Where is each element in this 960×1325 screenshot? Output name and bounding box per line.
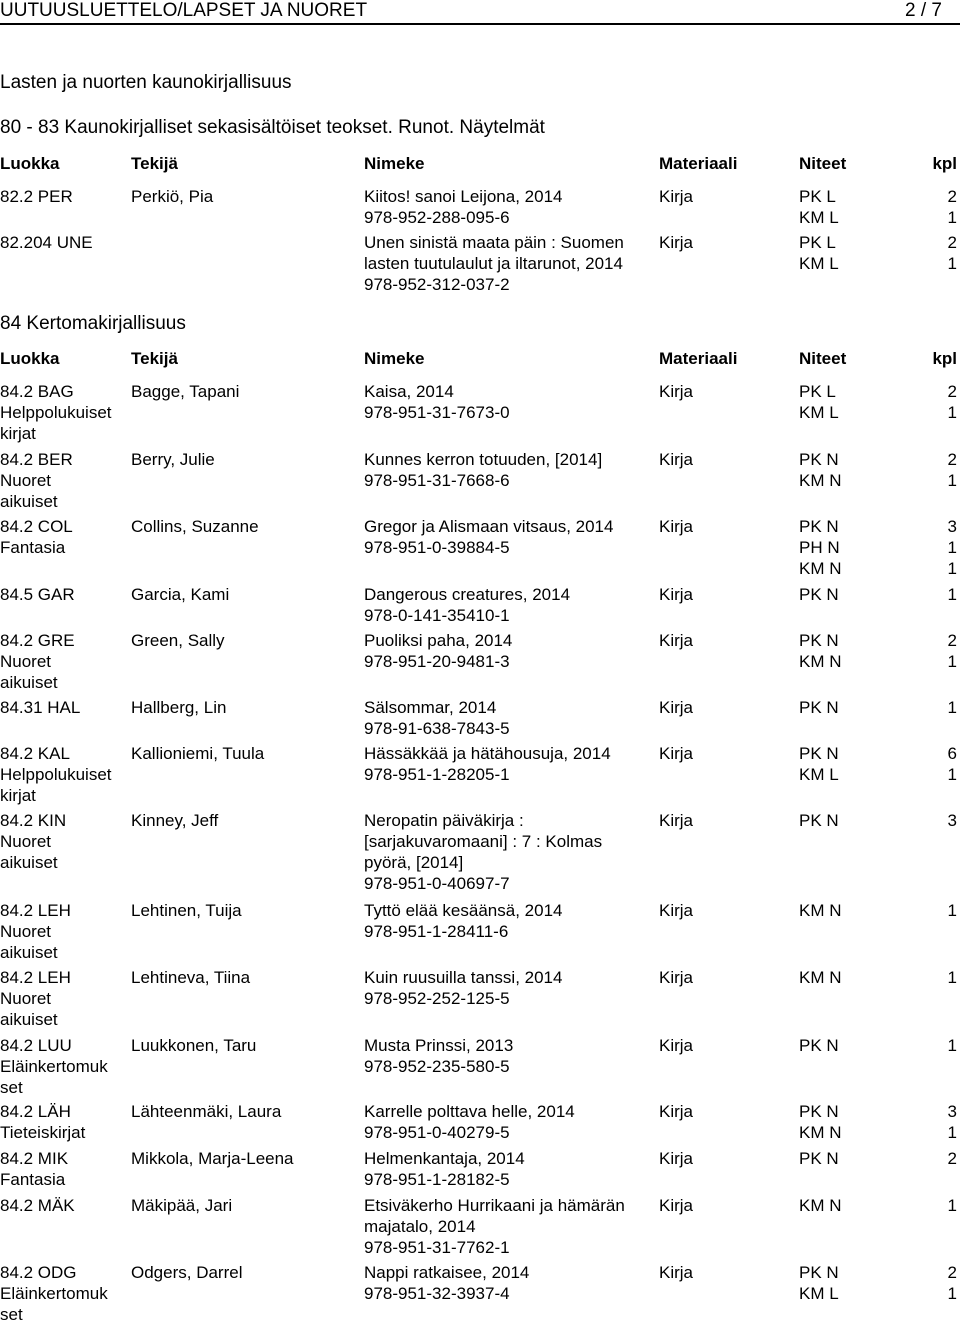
column-materiaali: Materiaali (659, 154, 738, 173)
row-luokka-line: 84.2 MÄK (0, 1196, 75, 1215)
row-tekija (131, 810, 218, 831)
row-luokka (0, 1195, 122, 1216)
row-kpl (948, 900, 957, 921)
row-nimeke-line: 978-951-31-7762-1 (364, 1238, 510, 1257)
row-niteet (799, 381, 839, 423)
row-luokka-line: set (0, 1305, 23, 1324)
row-nimeke (364, 381, 649, 423)
row-materiaali (659, 810, 693, 831)
row-niteet-line: PK N (799, 1102, 839, 1121)
row-luokka-line: 84.2 KIN (0, 811, 67, 830)
row-luokka-line: Helppolukuiset (0, 765, 112, 784)
row-niteet-line: PK N (799, 811, 839, 830)
row-nimeke-line: 978-952-288-095-6 (364, 208, 510, 227)
row-materiaali (659, 1195, 693, 1216)
column-tekija: Tekijä (131, 154, 178, 173)
row-tekija (131, 1195, 232, 1216)
row-nimeke-line: 978-951-0-40697-7 (364, 874, 510, 893)
row-kpl-line: 1 (947, 1196, 957, 1215)
row-niteet-line: PK N (799, 585, 839, 604)
row-luokka-line: Tieteiskirjat (0, 1123, 86, 1142)
row-kpl (948, 232, 957, 274)
row-kpl-line: 1 (947, 208, 957, 227)
row-kpl-line: 6 (947, 744, 957, 763)
row-kpl-line: 2 (947, 382, 957, 401)
row-kpl (948, 1195, 957, 1216)
row-luokka (0, 584, 122, 605)
row-materiaali (659, 381, 693, 402)
row-nimeke-line: 978-952-252-125-5 (364, 989, 510, 1008)
row-materiaali (659, 697, 693, 718)
row-luokka-line: Fantasia (0, 538, 66, 557)
row-luokka-line: 84.2 MIK (0, 1149, 69, 1168)
row-luokka-line: 84.2 LUU (0, 1036, 72, 1055)
row-niteet (799, 1148, 839, 1169)
column-luokka: Luokka (0, 154, 60, 173)
row-luokka (0, 697, 122, 718)
row-kpl-line: 2 (947, 450, 957, 469)
row-nimeke (364, 1035, 649, 1077)
row-nimeke-line: Etsiväkerho Hurrikaani ja hämärän (364, 1196, 625, 1215)
row-nimeke-line: Hässäkkää ja hätähousuja, 2014 (364, 744, 611, 763)
row-nimeke (364, 1101, 649, 1143)
row-tekija-line: Lähteenmäki, Laura (131, 1102, 282, 1121)
row-nimeke (364, 232, 649, 295)
row-niteet-line: PK N (799, 517, 839, 536)
row-materiaali (659, 630, 693, 651)
row-niteet (799, 584, 839, 605)
row-luokka-line: 84.2 LÄH (0, 1102, 71, 1121)
column-nimeke: Nimeke (364, 349, 425, 368)
row-kpl (948, 1262, 957, 1304)
row-nimeke-line: 978-951-0-40279-5 (364, 1123, 510, 1142)
row-nimeke-line: 978-0-141-35410-1 (364, 606, 510, 625)
row-niteet-line: PH N (799, 538, 840, 557)
row-luokka (0, 743, 122, 806)
row-materiaali-line: Kirja (659, 901, 694, 920)
row-nimeke-line: 978-91-638-7843-5 (364, 719, 510, 738)
row-nimeke-line: Helmenkantaja, 2014 (364, 1149, 525, 1168)
row-luokka (0, 1101, 122, 1143)
row-nimeke (364, 449, 649, 491)
row-niteet (799, 232, 839, 274)
row-nimeke-line: [sarjakuvaromaani] : 7 : Kolmas (364, 832, 603, 851)
row-tekija (131, 584, 229, 605)
row-luokka (0, 449, 122, 512)
row-luokka-line: Eläinkertomuk (0, 1057, 108, 1076)
row-materiaali-line: Kirja (659, 1149, 694, 1168)
row-kpl-line: 3 (947, 811, 957, 830)
document-title: UUTUUSLUETTELO/LAPSET JA NUORET (0, 0, 368, 21)
row-materiaali-line: Kirja (659, 968, 694, 987)
column-kpl: kpl (932, 349, 957, 368)
row-nimeke-line: 978-951-20-9481-3 (364, 652, 510, 671)
row-kpl (948, 697, 957, 718)
row-luokka-line: aikuiset (0, 853, 58, 872)
row-luokka-line: 82.2 PER (0, 187, 73, 206)
row-tekija-line: Hallberg, Lin (131, 698, 227, 717)
row-materiaali (659, 584, 693, 605)
row-nimeke-line: 978-951-31-7673-0 (364, 403, 510, 422)
row-materiaali (659, 232, 693, 253)
row-luokka-line: Nuoret (0, 471, 52, 490)
row-niteet-line: KM L (799, 208, 839, 227)
row-niteet (799, 967, 842, 988)
row-kpl-line: 1 (947, 698, 957, 717)
row-materiaali (659, 449, 693, 470)
row-materiaali (659, 186, 693, 207)
row-luokka-line: Eläinkertomuk (0, 1284, 108, 1303)
row-niteet-line: KM N (799, 1123, 842, 1142)
row-luokka-line: Nuoret (0, 989, 52, 1008)
row-tekija-line: Odgers, Darrel (131, 1263, 243, 1282)
row-niteet-line: PK N (799, 1036, 839, 1055)
row-niteet (799, 630, 842, 672)
row-materiaali-line: Kirja (659, 1036, 694, 1055)
row-nimeke-line: Tyttö elää kesäänsä, 2014 (364, 901, 563, 920)
row-nimeke-line: 978-951-1-28411-6 (364, 922, 509, 941)
row-nimeke-line: Kaisa, 2014 (364, 382, 454, 401)
row-niteet-line: PK N (799, 631, 839, 650)
row-kpl (948, 967, 957, 988)
row-nimeke (364, 743, 649, 785)
row-niteet (799, 1035, 839, 1056)
row-nimeke-line: pyörä, [2014] (364, 853, 464, 872)
section-title: Lasten ja nuorten kaunokirjallisuus (0, 72, 292, 93)
row-kpl-line: 1 (947, 1036, 957, 1055)
row-kpl (948, 449, 957, 491)
row-tekija-line: Green, Sally (131, 631, 225, 650)
row-materiaali (659, 743, 693, 764)
row-niteet (799, 743, 839, 785)
row-nimeke-line: Kuin ruusuilla tanssi, 2014 (364, 968, 563, 987)
row-niteet (799, 900, 842, 921)
row-luokka-line: Nuoret (0, 832, 52, 851)
row-kpl-line: 1 (947, 559, 957, 578)
row-nimeke-line: Unen sinistä maata päin : Suomen (364, 233, 624, 252)
row-niteet-line: KM L (799, 403, 839, 422)
row-niteet-line: PK N (799, 450, 839, 469)
row-niteet (799, 697, 839, 718)
row-nimeke (364, 967, 649, 1009)
row-materiaali-line: Kirja (659, 698, 694, 717)
row-materiaali-line: Kirja (659, 1196, 694, 1215)
row-nimeke (364, 1262, 649, 1304)
row-nimeke (364, 697, 649, 739)
row-kpl (948, 1035, 957, 1056)
row-luokka-line: 84.2 COL (0, 517, 73, 536)
row-niteet-line: KM L (799, 254, 839, 273)
row-luokka-line: Nuoret (0, 652, 52, 671)
row-niteet (799, 1101, 842, 1143)
row-luokka-line: 84.2 LEH (0, 901, 71, 920)
row-nimeke (364, 186, 649, 228)
row-kpl-line: 1 (947, 585, 957, 604)
row-luokka-line: kirjat (0, 786, 36, 805)
row-kpl-line: 2 (947, 1149, 957, 1168)
column-tekija: Tekijä (131, 349, 178, 368)
row-tekija-line: Kinney, Jeff (131, 811, 219, 830)
row-nimeke-line: 978-952-235-580-5 (364, 1057, 510, 1076)
row-materiaali-line: Kirja (659, 517, 694, 536)
row-luokka (0, 516, 122, 558)
row-kpl-line: 2 (947, 187, 957, 206)
row-niteet-line: PK L (799, 382, 836, 401)
row-niteet-line: PK N (799, 698, 839, 717)
row-niteet-line: KM L (799, 765, 839, 784)
row-niteet-line: PK N (799, 1263, 839, 1282)
row-tekija-line: Bagge, Tapani (131, 382, 240, 401)
row-tekija (131, 1148, 294, 1169)
row-luokka-line: 84.2 GRE (0, 631, 75, 650)
row-luokka-line: set (0, 1078, 23, 1097)
row-nimeke-line: Gregor ja Alismaan vitsaus, 2014 (364, 517, 614, 536)
row-nimeke (364, 810, 649, 894)
row-niteet-line: KM N (799, 559, 842, 578)
row-tekija (131, 186, 213, 207)
row-niteet-line: PK L (799, 233, 836, 252)
row-kpl (948, 381, 957, 423)
row-luokka (0, 900, 122, 963)
row-materiaali-line: Kirja (659, 187, 694, 206)
row-materiaali-line: Kirja (659, 1102, 694, 1121)
row-materiaali-line: Kirja (659, 450, 694, 469)
row-niteet-line: PK L (799, 187, 836, 206)
row-kpl-line: 2 (947, 233, 957, 252)
row-tekija-line: Perkiö, Pia (131, 187, 214, 206)
page-number: 2 / 7 (905, 0, 942, 21)
row-luokka-line: 84.5 GAR (0, 585, 75, 604)
row-nimeke-line: 978-951-0-39884-5 (364, 538, 510, 557)
row-materiaali (659, 1148, 693, 1169)
row-materiaali (659, 900, 693, 921)
row-tekija (131, 697, 226, 718)
row-nimeke-line: 978-951-1-28205-1 (364, 765, 510, 784)
row-luokka (0, 1262, 122, 1325)
row-tekija (131, 630, 225, 651)
row-tekija-line: Mikkola, Marja-Leena (131, 1149, 294, 1168)
row-luokka-line: aikuiset (0, 492, 58, 511)
row-nimeke-line: Puoliksi paha, 2014 (364, 631, 513, 650)
row-niteet-line: KM N (799, 652, 842, 671)
row-kpl-line: 1 (947, 403, 957, 422)
row-niteet (799, 1195, 842, 1216)
row-nimeke (364, 516, 649, 558)
row-luokka (0, 630, 122, 693)
row-nimeke-line: Sälsommar, 2014 (364, 698, 497, 717)
row-niteet-line: PK N (799, 744, 839, 763)
row-luokka-line: 84.2 LEH (0, 968, 71, 987)
row-kpl-line: 1 (947, 1123, 957, 1142)
row-nimeke-line: 978-951-32-3937-4 (364, 1284, 510, 1303)
row-kpl (948, 1148, 957, 1169)
row-tekija-line: Berry, Julie (131, 450, 215, 469)
row-kpl-line: 2 (947, 631, 957, 650)
row-luokka (0, 1148, 122, 1190)
row-luokka-line: aikuiset (0, 943, 58, 962)
row-luokka-line: 84.2 ODG (0, 1263, 77, 1282)
row-kpl (948, 584, 957, 605)
row-materiaali (659, 967, 693, 988)
row-niteet (799, 449, 842, 491)
row-tekija (131, 900, 242, 921)
row-luokka-line: 84.2 BAG (0, 382, 74, 401)
row-materiaali-line: Kirja (659, 631, 694, 650)
row-luokka (0, 810, 122, 873)
row-nimeke-line: Neropatin päiväkirja : (364, 811, 524, 830)
column-header-row (0, 153, 960, 175)
row-niteet (799, 1262, 839, 1304)
row-nimeke-line: Musta Prinssi, 2013 (364, 1036, 514, 1055)
group-title: 84 Kertomakirjallisuus (0, 313, 186, 334)
row-niteet (799, 810, 839, 831)
row-nimeke-line: Kiitos! sanoi Leijona, 2014 (364, 187, 563, 206)
row-materiaali-line: Kirja (659, 1263, 694, 1282)
row-tekija-line: Collins, Suzanne (131, 517, 259, 536)
row-kpl-line: 3 (947, 517, 957, 536)
row-luokka-line: Helppolukuiset (0, 403, 112, 422)
row-kpl (948, 1101, 957, 1143)
row-materiaali-line: Kirja (659, 744, 694, 763)
row-tekija-line: Lehtineva, Tiina (131, 968, 251, 987)
column-materiaali: Materiaali (659, 349, 738, 368)
row-tekija (131, 967, 250, 988)
row-luokka-line: aikuiset (0, 673, 58, 692)
row-niteet (799, 516, 842, 579)
row-kpl-line: 1 (947, 471, 957, 490)
row-kpl (948, 810, 957, 831)
row-luokka-line: kirjat (0, 424, 36, 443)
row-nimeke-line: Kunnes kerron totuuden, [2014] (364, 450, 603, 469)
row-niteet-line: KM L (799, 1284, 839, 1303)
row-kpl-line: 1 (947, 538, 957, 557)
row-tekija (131, 1262, 242, 1283)
row-niteet-line: KM N (799, 471, 842, 490)
row-tekija (131, 1101, 281, 1122)
column-header-row (0, 348, 960, 370)
row-tekija (131, 743, 264, 764)
column-niteet: Niteet (799, 154, 847, 173)
column-niteet: Niteet (799, 349, 847, 368)
row-nimeke (364, 900, 649, 942)
row-materiaali (659, 1035, 693, 1056)
row-tekija (131, 381, 239, 402)
row-materiaali-line: Kirja (659, 233, 694, 252)
row-kpl-line: 1 (947, 1284, 957, 1303)
row-nimeke-line: majatalo, 2014 (364, 1217, 476, 1236)
row-materiaali-line: Kirja (659, 585, 694, 604)
row-tekija-line: Garcia, Kami (131, 585, 230, 604)
row-tekija (131, 516, 259, 537)
row-luokka-line: Fantasia (0, 1170, 66, 1189)
row-kpl-line: 1 (947, 254, 957, 273)
row-nimeke-line: 978-952-312-037-2 (364, 275, 510, 294)
row-nimeke (364, 584, 649, 626)
row-niteet-line: PK N (799, 1149, 839, 1168)
row-luokka-line: 82.204 UNE (0, 233, 93, 252)
row-nimeke-line: 978-951-1-28182-5 (364, 1170, 510, 1189)
row-nimeke-line: 978-951-31-7668-6 (364, 471, 510, 490)
row-luokka-line: Nuoret (0, 922, 52, 941)
row-luokka (0, 1035, 122, 1098)
row-kpl (948, 630, 957, 672)
row-tekija-line: Lehtinen, Tuija (131, 901, 242, 920)
row-luokka (0, 381, 122, 444)
row-nimeke (364, 1148, 649, 1190)
row-niteet-line: KM N (799, 968, 842, 987)
row-nimeke (364, 630, 649, 672)
row-nimeke (364, 1195, 649, 1258)
page-header (0, 0, 960, 25)
row-materiaali (659, 1262, 693, 1283)
row-kpl-line: 1 (947, 765, 957, 784)
row-niteet (799, 186, 839, 228)
row-luokka (0, 232, 122, 253)
row-nimeke-line: Dangerous creatures, 2014 (364, 585, 571, 604)
row-luokka-line: 84.2 BER (0, 450, 73, 469)
row-niteet-line: KM N (799, 1196, 842, 1215)
row-kpl-line: 1 (947, 968, 957, 987)
row-luokka-line: 84.2 KAL (0, 744, 70, 763)
row-materiaali-line: Kirja (659, 382, 694, 401)
row-kpl-line: 1 (947, 652, 957, 671)
row-kpl (948, 516, 957, 579)
row-kpl-line: 1 (947, 901, 957, 920)
row-luokka-line: 84.31 HAL (0, 698, 81, 717)
column-kpl: kpl (932, 154, 957, 173)
row-materiaali (659, 1101, 693, 1122)
column-luokka: Luokka (0, 349, 60, 368)
row-kpl (948, 743, 957, 785)
row-luokka-line: aikuiset (0, 1010, 58, 1029)
group-title: 80 - 83 Kaunokirjalliset sekasisältöiset teokset. Runot. Näytelmät (0, 117, 545, 138)
row-nimeke-line: Nappi ratkaisee, 2014 (364, 1263, 530, 1282)
row-tekija (131, 1035, 256, 1056)
row-tekija-line: Luukkonen, Taru (131, 1036, 257, 1055)
row-nimeke-line: Karrelle polttava helle, 2014 (364, 1102, 575, 1121)
row-luokka (0, 186, 122, 207)
row-kpl-line: 3 (947, 1102, 957, 1121)
row-kpl (948, 186, 957, 228)
row-niteet-line: KM N (799, 901, 842, 920)
row-kpl-line: 2 (947, 1263, 957, 1282)
row-tekija-line: Mäkipää, Jari (131, 1196, 233, 1215)
row-nimeke-line: lasten tuutulaulut ja iltarunot, 2014 (364, 254, 623, 273)
row-tekija-line: Kallioniemi, Tuula (131, 744, 265, 763)
row-tekija (131, 449, 215, 470)
row-luokka (0, 967, 122, 1030)
row-materiaali-line: Kirja (659, 811, 694, 830)
row-materiaali (659, 516, 693, 537)
column-nimeke: Nimeke (364, 154, 425, 173)
